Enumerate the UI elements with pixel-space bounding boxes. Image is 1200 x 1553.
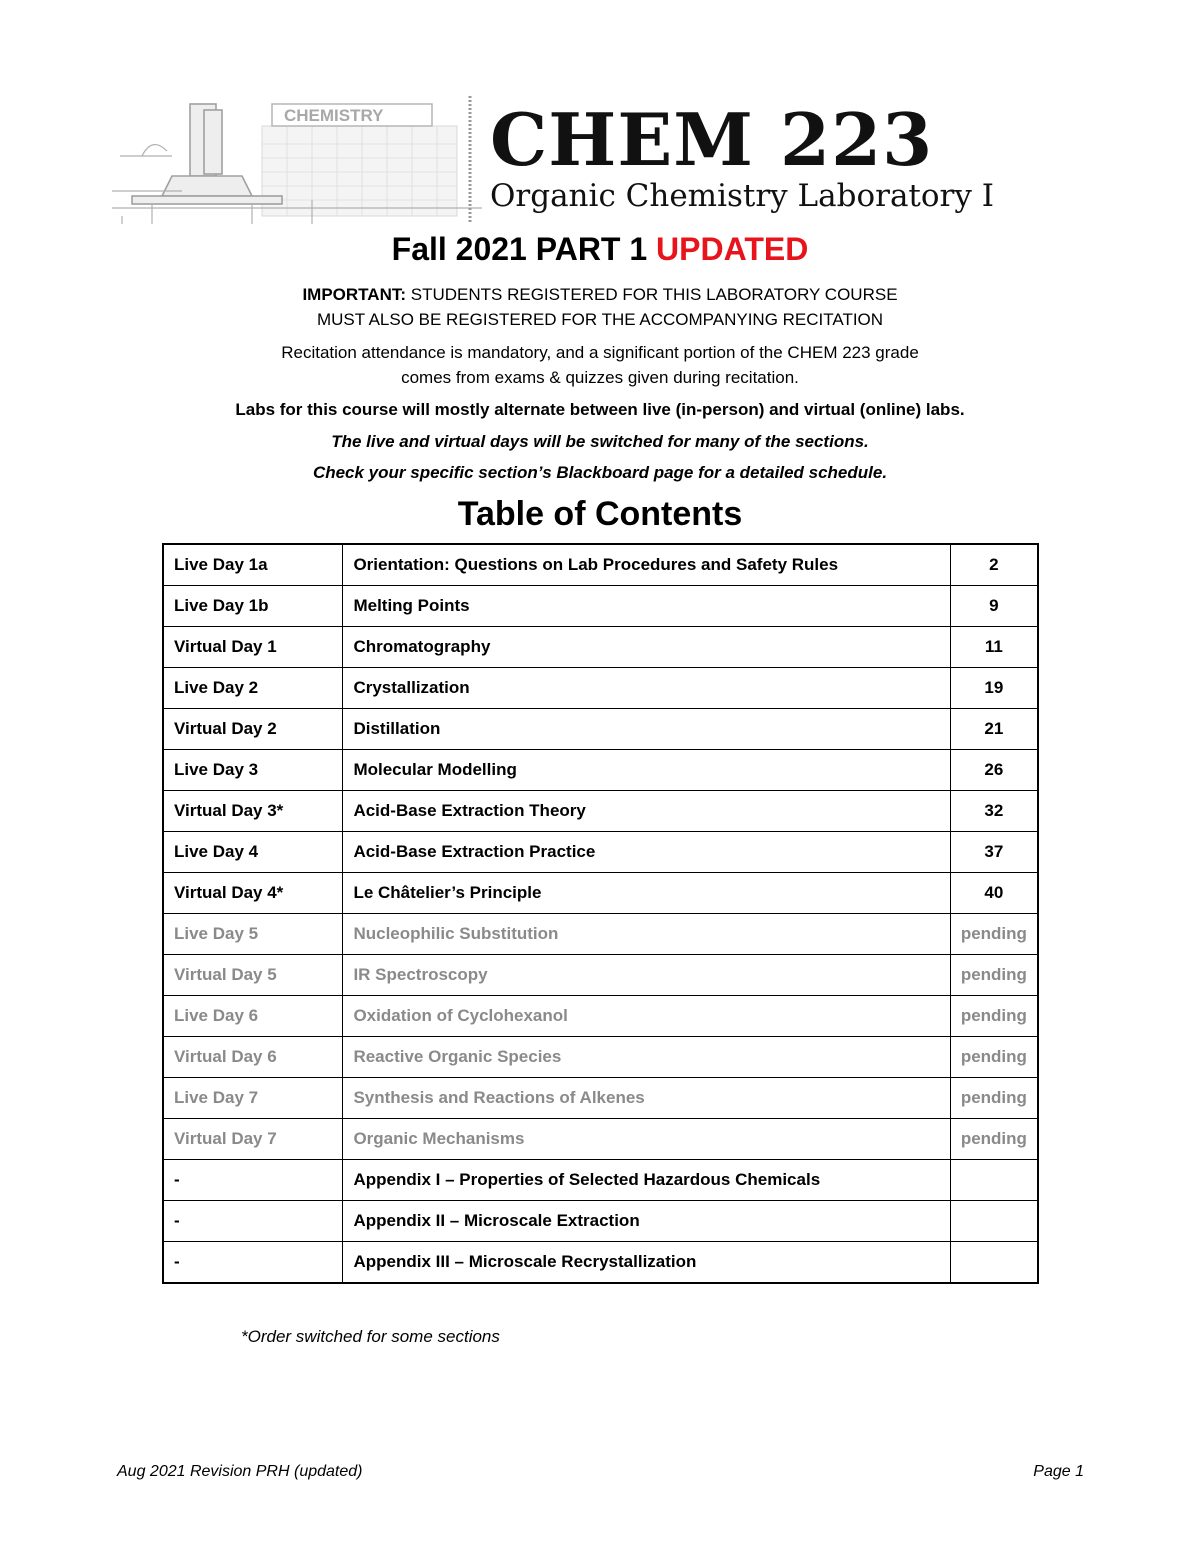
toc-page-cell: 19 [950, 668, 1038, 709]
toc-page-cell: pending [950, 955, 1038, 996]
blackboard-note: Check your specific section’s Blackboard page for a detailed schedule. [312, 463, 888, 482]
toc-day-cell: Live Day 2 [163, 668, 343, 709]
toc-row [163, 873, 1038, 914]
toc-page-cell [950, 1201, 1038, 1242]
toc-table [162, 543, 1039, 1284]
toc-page-cell: pending [950, 1078, 1038, 1119]
toc-day-cell: Virtual Day 3* [163, 791, 343, 832]
toc-day-cell: Live Day 4 [163, 832, 343, 873]
toc-row [163, 1201, 1038, 1242]
toc-topic-cell: Nucleophilic Substitution [343, 914, 950, 955]
toc-topic-cell: Oxidation of Cyclohexanol [343, 996, 950, 1037]
toc-row [163, 832, 1038, 873]
toc-page-cell: 40 [950, 873, 1038, 914]
labs-note: Labs for this course will mostly alternate between live (in-person) and virtual (online) labs. [235, 400, 965, 419]
toc-topic-cell: Appendix II – Microscale Extraction [343, 1201, 950, 1242]
toc-day-cell: - [163, 1201, 343, 1242]
toc-day-cell: Live Day 6 [163, 996, 343, 1037]
toc-page-cell: 21 [950, 709, 1038, 750]
toc-topic-cell: Melting Points [343, 586, 950, 627]
toc-day-cell: Virtual Day 7 [163, 1119, 343, 1160]
switched-note: The live and virtual days will be switched for many of the sections. [331, 432, 869, 451]
toc-title: Table of Contents [457, 495, 743, 533]
toc-page-cell: pending [950, 1037, 1038, 1078]
recitation-line-2: comes from exams & quizzes given during recitation. [401, 368, 799, 387]
important-label: IMPORTANT: [302, 285, 407, 304]
toc-page-cell: pending [950, 1119, 1038, 1160]
toc-day-cell: Virtual Day 6 [163, 1037, 343, 1078]
notice-line-1: STUDENTS REGISTERED FOR THIS LABORATORY COURSE [406, 285, 898, 304]
toc-topic-cell: Molecular Modelling [343, 750, 950, 791]
toc-topic-cell: Synthesis and Reactions of Alkenes [343, 1078, 950, 1119]
toc-row [163, 544, 1038, 586]
toc-row [163, 996, 1038, 1037]
toc-row [163, 1160, 1038, 1201]
toc-topic-cell: Acid-Base Extraction Theory [343, 791, 950, 832]
revision-footer: Aug 2021 Revision PRH (updated) [117, 1463, 363, 1480]
recitation-note [0, 340, 1200, 390]
toc-page-cell: 9 [950, 586, 1038, 627]
toc-day-cell: Live Day 7 [163, 1078, 343, 1119]
toc-topic-cell: Chromatography [343, 627, 950, 668]
toc-topic-cell: Orientation: Questions on Lab Procedures and Safety Rules [343, 544, 950, 586]
toc-topic-cell: Appendix III – Microscale Recrystallization [343, 1242, 950, 1284]
toc-page-cell: 32 [950, 791, 1038, 832]
updated-tag: UPDATED [656, 231, 809, 267]
course-name: Organic Chemistry Laboratory I [490, 178, 994, 214]
toc-row [163, 627, 1038, 668]
toc-topic-cell: Distillation [343, 709, 950, 750]
toc-page-cell [950, 1160, 1038, 1201]
toc-row [163, 791, 1038, 832]
toc-day-cell: Virtual Day 2 [163, 709, 343, 750]
toc-page-cell: 26 [950, 750, 1038, 791]
toc-day-cell: Live Day 5 [163, 914, 343, 955]
toc-topic-cell: Organic Mechanisms [343, 1119, 950, 1160]
toc-day-cell: Virtual Day 4* [163, 873, 343, 914]
toc-row [163, 750, 1038, 791]
semester-text: Fall 2021 PART 1 [391, 231, 648, 267]
toc-day-cell: - [163, 1242, 343, 1284]
toc-page-cell: 11 [950, 627, 1038, 668]
course-code: CHEM 223 [490, 97, 934, 182]
toc-topic-cell: IR Spectroscopy [343, 955, 950, 996]
semester-heading [0, 228, 1200, 270]
toc-page-cell: 37 [950, 832, 1038, 873]
toc-topic-cell: Crystallization [343, 668, 950, 709]
toc-page-cell [950, 1242, 1038, 1284]
page-number: Page 1 [1033, 1463, 1084, 1480]
registration-notice [0, 282, 1200, 332]
toc-row [163, 914, 1038, 955]
toc-row [163, 955, 1038, 996]
toc-day-cell: Live Day 1b [163, 586, 343, 627]
toc-topic-cell: Acid-Base Extraction Practice [343, 832, 950, 873]
toc-page-cell: 2 [950, 544, 1038, 586]
toc-day-cell: - [163, 1160, 343, 1201]
notice-line-2: MUST ALSO BE REGISTERED FOR THE ACCOMPANYING RECITATION [316, 310, 884, 329]
chemistry-lab-banner-image [112, 96, 482, 224]
toc-page-cell: pending [950, 996, 1038, 1037]
footnote: *Order switched for some sections [241, 1327, 500, 1346]
toc-day-cell: Virtual Day 1 [163, 627, 343, 668]
toc-row [163, 709, 1038, 750]
banner-label: CHEMISTRY [284, 106, 384, 125]
course-header [112, 96, 994, 224]
toc-row [163, 1119, 1038, 1160]
toc-page-cell: pending [950, 914, 1038, 955]
toc-row [163, 1037, 1038, 1078]
toc-body [163, 544, 1038, 1283]
toc-day-cell: Live Day 1a [163, 544, 343, 586]
recitation-line-1: Recitation attendance is mandatory, and a significant portion of the CHEM 223 grade [281, 343, 919, 362]
toc-row [163, 586, 1038, 627]
toc-row [163, 1242, 1038, 1284]
toc-topic-cell: Le Châtelier’s Principle [343, 873, 950, 914]
toc-day-cell: Live Day 3 [163, 750, 343, 791]
toc-topic-cell: Appendix I – Properties of Selected Hazardous Chemicals [343, 1160, 950, 1201]
toc-row [163, 668, 1038, 709]
toc-row [163, 1078, 1038, 1119]
toc-topic-cell: Reactive Organic Species [343, 1037, 950, 1078]
toc-day-cell: Virtual Day 5 [163, 955, 343, 996]
